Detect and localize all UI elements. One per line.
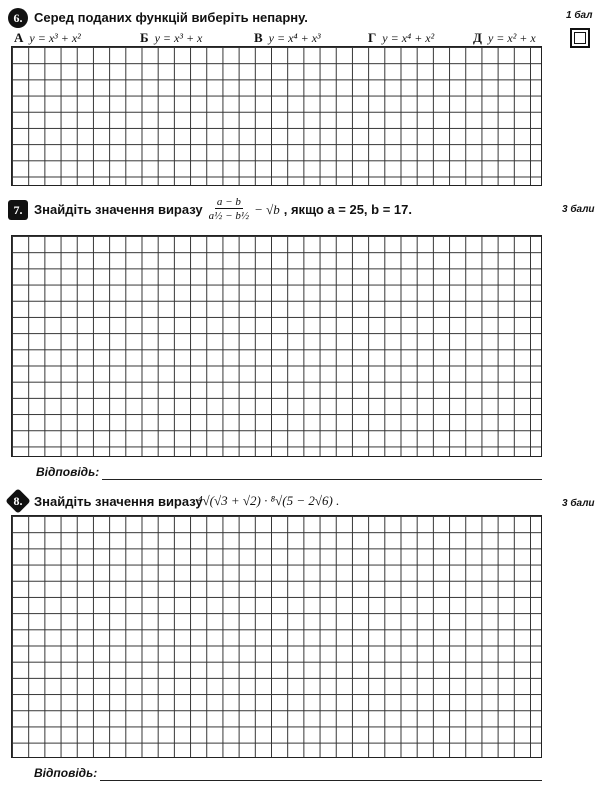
fraction — [207, 196, 251, 223]
points-label: 3 бали — [562, 204, 595, 215]
option-v[interactable] — [254, 30, 321, 46]
condition-text: , якщо a = 25, b = 17. — [283, 202, 412, 217]
work-grid[interactable] — [11, 46, 542, 186]
formula: ⁴√(√3 + √2) · ⁸√(5 − 2√6) . — [198, 493, 340, 508]
option-h[interactable] — [368, 30, 434, 46]
fraction-numerator: a − b — [216, 196, 241, 208]
answer-line[interactable] — [100, 780, 542, 781]
answer-label: Відповідь: — [36, 465, 100, 479]
option-d[interactable] — [473, 30, 536, 46]
fraction-denominator: a½ − b½ — [208, 210, 250, 222]
work-grid[interactable] — [11, 235, 542, 457]
option-formula: y = x² + x — [487, 31, 536, 45]
formula — [207, 196, 280, 223]
question-number-badge: 7. — [8, 200, 28, 220]
question-text: Знайдіть значення виразу — [34, 202, 203, 217]
question-text: Знайдіть значення виразу — [34, 494, 203, 509]
option-letter: Д — [473, 30, 482, 45]
question-number-badge: 6. — [8, 8, 28, 28]
option-b[interactable] — [140, 30, 202, 46]
answer-label: Відповідь: — [34, 766, 98, 780]
points-label: 1 бал — [566, 10, 593, 21]
question-line — [34, 196, 412, 223]
option-letter: Г — [368, 30, 377, 45]
option-letter: В — [254, 30, 263, 45]
option-formula: y = x³ + x² — [29, 31, 81, 45]
points-label: 3 бали — [562, 498, 595, 509]
answer-checkbox[interactable] — [570, 28, 590, 48]
formula-tail: − √b — [254, 201, 280, 217]
question-text: Серед поданих функцій виберіть непарну. — [34, 10, 308, 25]
option-letter: А — [14, 30, 24, 45]
option-formula: y = x⁴ + x² — [382, 31, 435, 45]
option-formula: y = x⁴ + x³ — [268, 31, 321, 45]
option-formula: y = x³ + x — [154, 31, 203, 45]
question-number-badge: 8. — [5, 488, 30, 513]
option-a[interactable] — [14, 30, 81, 46]
answer-line[interactable] — [102, 479, 542, 480]
work-grid[interactable] — [11, 515, 542, 758]
option-letter: Б — [140, 30, 149, 45]
